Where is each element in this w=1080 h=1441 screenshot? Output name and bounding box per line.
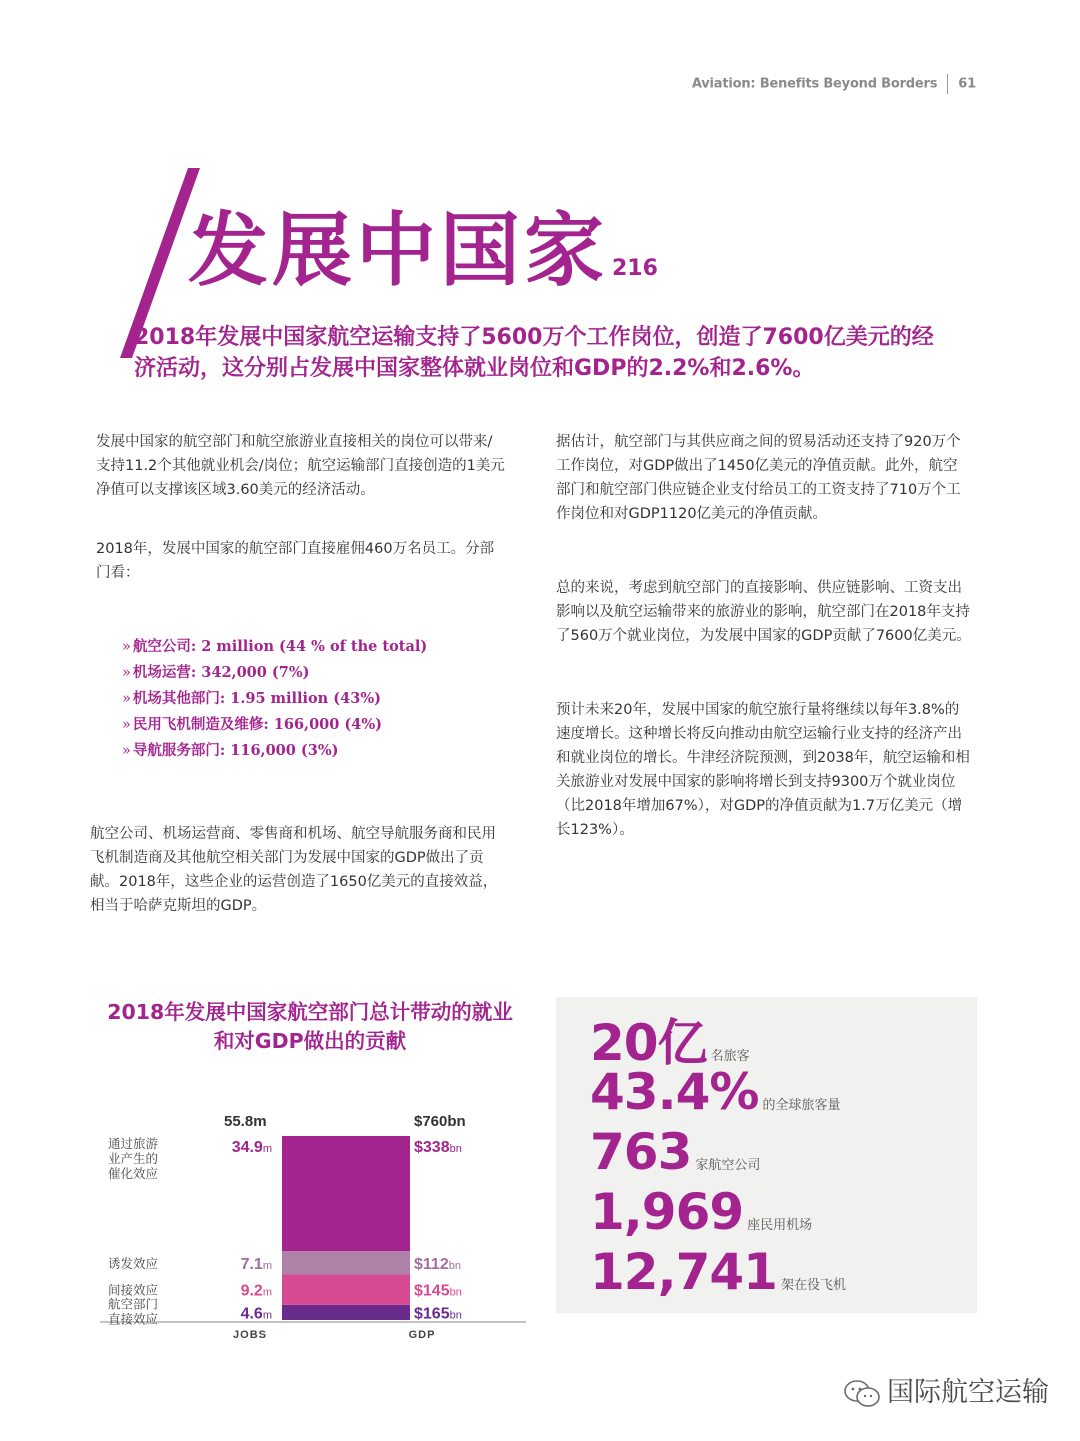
left-paragraph-2: 2018年，发展中国家的航空部门直接雇佣460万名员工。分部门看： bbox=[96, 541, 495, 581]
gdp-total-label: $760bn bbox=[414, 1113, 466, 1130]
gdp-data-label: $338bn bbox=[414, 1139, 462, 1156]
right-paragraph-1: 据估计，航空部门与其供应商之间的贸易活动还支持了920万个工作岗位，对GDP做出了1450亿美元的净值贡献。此外，航空部门和航空部门供应链企业支付给员工的工资支持了710万个工作岗位和对GDP1120亿美元的净值贡献。 bbox=[556, 434, 961, 522]
left-paragraph-3: 航空公司、机场运营商、零售商和机场、航空导航服务商和民用飞机制造商及其他航空相关部门为发展中国家的GDP做出了贡献。2018年，这些企业的运营创造了1650亿美元的直接效益，相当于哈萨克斯坦的GDP。 bbox=[90, 826, 498, 914]
employment-breakdown-list bbox=[122, 634, 427, 764]
legend-label: 直接效应 bbox=[108, 1311, 159, 1327]
jobs-data-label: 7.1m bbox=[240, 1255, 272, 1273]
chart-bar-segment bbox=[282, 1251, 410, 1274]
gdp-data-label: $165bn bbox=[414, 1305, 462, 1323]
legend-label: 诱发效应 bbox=[108, 1255, 159, 1271]
legend-label: 催化效应 bbox=[108, 1166, 159, 1181]
gdp-data-label: $145bn bbox=[414, 1282, 462, 1300]
stat-airlines: 763 家航空公司 bbox=[590, 1123, 761, 1181]
stat-airports: 1,969 座民用机场 bbox=[590, 1183, 813, 1241]
lead-paragraph: 2018年发展中国家航空运输支持了5600万个工作岗位，创造了7600亿美元的经济活动，这分别占发展中国家整体就业岗位和GDP的2.2%和2.6%。 bbox=[134, 325, 934, 381]
jobs-data-label: 4.6m bbox=[240, 1305, 272, 1323]
header-divider bbox=[947, 74, 948, 94]
right-paragraph-3: 预计未来20年，发展中国家的航空旅行量将继续以每年3.8%的速度增长。这种增长将反向推动由航空运输行业支持的经济产出和就业岗位的增长。牛津经济院预测，到2038年，航空运输和相关旅游业对发展中国家的影响将增长到支持9300万个就业岗位（比2018年增加67%），对GDP的净值贡献为1.7万亿美元（增长123%）。 bbox=[556, 702, 970, 838]
jobs-total-label: 55.8m bbox=[224, 1113, 267, 1130]
bullet-marker: » bbox=[122, 665, 131, 681]
page-title bbox=[188, 205, 658, 297]
legend-label: 通过旅游 bbox=[108, 1136, 159, 1151]
title-footnote: 216 bbox=[612, 256, 658, 281]
legend-label: 间接效应 bbox=[108, 1282, 159, 1298]
list-item: » 民用飞机制造及维修: 166,000 (4%) bbox=[122, 716, 382, 733]
chart-bar-segment bbox=[282, 1136, 410, 1251]
page-number: 61 bbox=[958, 76, 976, 92]
category-label-gdp: GDP bbox=[408, 1329, 436, 1341]
right-paragraph-2: 总的来说，考虑到航空部门的直接影响、供应链影响、工资支出影响以及航空运输带来的旅游业的影响，航空部门在2018年支持了560万个就业岗位，为发展中国家的GDP贡献了7600亿美元。 bbox=[556, 580, 971, 644]
bullet-marker: » bbox=[122, 691, 131, 707]
legend-label: 业产生的 bbox=[108, 1151, 159, 1166]
footer-brand-text: 国际航空运输 bbox=[887, 1377, 1049, 1408]
bullet-marker: » bbox=[122, 717, 131, 733]
jobs-data-label: 34.9m bbox=[231, 1139, 272, 1156]
legend-label: 航空部门 bbox=[108, 1296, 159, 1312]
chart-bar-segment bbox=[282, 1274, 410, 1304]
bullet-marker: » bbox=[122, 639, 131, 655]
running-header bbox=[692, 74, 976, 94]
chart-bar-segment bbox=[282, 1305, 410, 1320]
bullet-marker: » bbox=[122, 743, 131, 759]
footer-brand bbox=[843, 1370, 1049, 1409]
list-item: » 导航服务部门: 116,000 (3%) bbox=[122, 742, 339, 759]
list-item: » 航空公司: 2 million (44 % of the total) bbox=[122, 638, 428, 655]
contribution-stacked-bar-chart bbox=[100, 1100, 530, 1345]
running-title: Aviation: Benefits Beyond Borders bbox=[691, 76, 938, 92]
left-paragraph-1: 发展中国家的航空部门和航空旅游业直接相关的岗位可以带来/支持11.2个其他就业机会/岗位；航空运输部门直接创造的1美元净值可以支撑该区域3.60美元的经济活动。 bbox=[96, 434, 505, 498]
list-item: » 机场运营: 342,000 (7%) bbox=[122, 664, 310, 681]
page-title-text: 发展中国家 bbox=[188, 204, 608, 297]
chart-title: 2018年发展中国家航空部门总计带动的就业和对GDP做出的贡献 bbox=[107, 1000, 513, 1053]
list-item: » 机场其他部门: 1.95 million (43%) bbox=[122, 690, 381, 707]
key-stats-panel bbox=[556, 997, 977, 1313]
stat-global-share: 43.4% 的全球旅客量 bbox=[590, 1063, 841, 1121]
gdp-data-label: $112bn bbox=[414, 1255, 461, 1273]
stat-passengers: 20亿 名旅客 bbox=[590, 1014, 750, 1072]
stat-aircraft: 12,741 架在役飞机 bbox=[590, 1243, 846, 1301]
category-label-jobs: JOBS bbox=[233, 1329, 267, 1341]
chat-bubbles-icon bbox=[843, 1379, 881, 1409]
jobs-data-label: 9.2m bbox=[240, 1282, 272, 1300]
